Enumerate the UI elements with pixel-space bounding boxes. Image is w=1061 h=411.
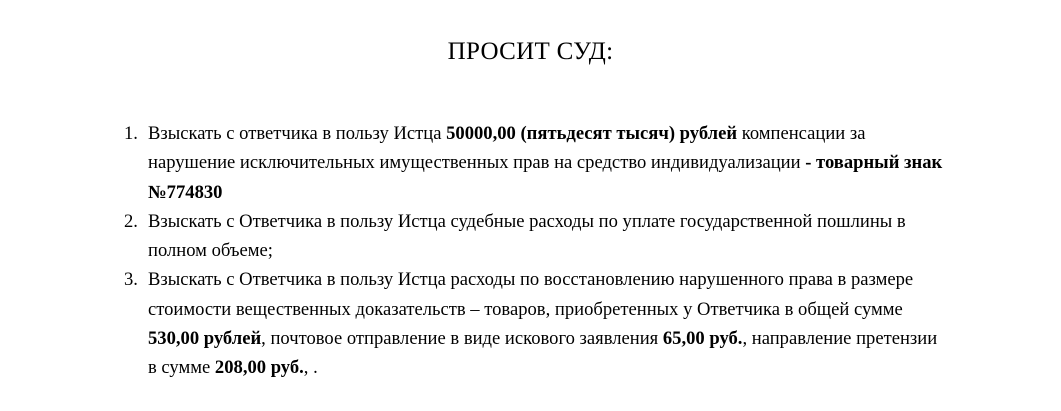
- item-bold-amount: 50000,00 (пятьдесят тысяч) рублей: [446, 123, 738, 144]
- page-title: ПРОСИТ СУД:: [447, 38, 614, 65]
- item-number: 3.: [124, 269, 138, 291]
- item-number: 2.: [124, 210, 138, 232]
- item-bold-amount: 208,00 руб.: [214, 357, 304, 379]
- list-item: [114, 207, 944, 266]
- item-text: , почтовое отправление в виде искового заявления: [261, 328, 663, 350]
- item-text: , направление претензии в сумме: [148, 328, 938, 379]
- item-text: , .: [303, 357, 318, 379]
- item-bold-amount: 65,00 руб.: [662, 328, 743, 350]
- list-item: [114, 119, 944, 207]
- item-text: Взыскать с ответчика в пользу Истца: [148, 123, 447, 144]
- item-text: компенсации за нарушение исключительных имущественных прав на средство индивидуализации: [148, 123, 866, 174]
- list-item: [114, 265, 944, 382]
- claims-list: [114, 119, 944, 383]
- item-text: Взыскать с Ответчика в пользу Истца расходы по восстановлению нарушенного права в размере стоимости вещественных доказательств – товаров, приобретенных у Ответчика в общей сумме: [148, 269, 914, 320]
- item-bold-trademark: - товарный знак №774830: [148, 152, 943, 203]
- item-number: 1.: [124, 123, 138, 144]
- item-bold-amount: 530,00 рублей: [148, 328, 262, 350]
- item-text: Взыскать с Ответчика в пользу Истца судебные расходы по уплате государственной пошлины в полном объеме;: [148, 210, 906, 262]
